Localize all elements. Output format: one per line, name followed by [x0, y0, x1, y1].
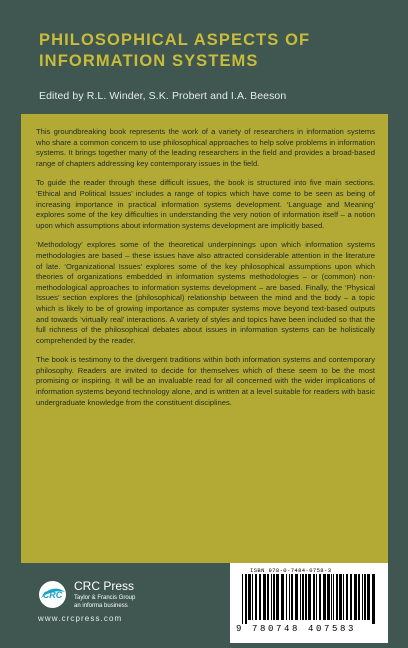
barcode-bar: [248, 574, 251, 620]
publisher-group-name: Taylor & Francis Group: [74, 595, 136, 601]
barcode-bar: [339, 574, 342, 620]
barcode-bar: [313, 574, 315, 620]
barcode-bar: [323, 574, 326, 620]
barcode-bars: [242, 574, 376, 624]
barcode-bar: [350, 574, 352, 620]
barcode-bar: [276, 574, 279, 620]
barcode-bar: [358, 574, 360, 620]
barcode-bar: [362, 574, 363, 620]
barcode-bar: [267, 574, 269, 620]
barcode-bar: [259, 574, 261, 620]
barcode-bar: [295, 574, 298, 620]
barcode-bar: [319, 574, 321, 620]
crc-press-logo-icon: [38, 580, 67, 609]
isbn-label: ISBN 978-0-7484-0758-3: [250, 567, 332, 574]
description-text: [36, 127, 375, 417]
barcode-bar: [346, 574, 348, 620]
barcode-bar: [291, 574, 293, 620]
description-paragraph-1: This groundbreaking book represents the work of a variety of researchers in information systems who share a common concern to use philosophical approaches to help solve problems in information systems. It brings together many of the leading researchers in the field and provides a broad-based range of chapters addressing key contemporary issues in the field.: [36, 127, 375, 168]
barcode-bar: [302, 574, 304, 620]
barcode-bar: [255, 574, 257, 620]
barcode-bar: [263, 574, 266, 620]
barcode-bar: [367, 574, 370, 620]
barcode-bar: [308, 574, 311, 620]
description-paragraph-3: ‘Methodology’ explores some of the theoretical underpinnings upon which information systems methodologies are based – these issues have also attracted considerable attention in the literature of late. ‘Organizational Issues’ explores some of the key philosophical assumptions upon which theories of organizations embedded in information systems methodologies – or (common) non-methodological approaches to information systems development – are based. Finally, the ‘Physical Issues’ section explores the (philosophical) relationship between the mind and the body – a topic which is likely to be of growing importance as computer systems move beyond text-based outputs and towards ‘virtually real’ interactions. A variety of styles and topics have been included so that the full richness of the philosophical debates about issues in information systems can be holistically comprehended by the reader.: [36, 240, 375, 345]
publisher-url: www.crcpress.com: [38, 614, 123, 623]
barcode-bar: [336, 574, 338, 620]
barcode-bar: [331, 574, 332, 620]
barcode-bar: [286, 574, 287, 620]
description-paragraph-2: To guide the reader through these difficult issues, the book is structured into five main sections. ‘Ethical and Political Issues’ includes a range of topics which have come to be seen as being of increasing importance in practical information systems development. ‘Language and Meaning’ explores some of the key difficulties in understanding the very notion of information itself – a notion upon which assumptions about information systems development are implicitly based.: [36, 178, 375, 230]
book-title: [39, 30, 379, 72]
description-paragraph-4: The book is testimony to the divergent traditions within both information systems and contemporary philosophy. Readers are invited to decide for themselves which of these seem to be the most promising or inspiring. It will be an invaluable read for all concerned with the wider implications of information systems beyond technology alone, and is written at a level suitable for readers with basic undergraduate knowledge from the constituent disciplines.: [36, 355, 375, 407]
barcode-box: [230, 563, 388, 643]
barcode-bar: [327, 574, 330, 620]
barcode-number: 9 780748 407583: [236, 624, 357, 634]
barcode-bar: [305, 574, 307, 620]
barcode-bar: [354, 574, 357, 620]
barcode-bar: [271, 574, 272, 620]
barcode-bar: [364, 574, 366, 620]
barcode-bar: [333, 574, 334, 620]
publisher-name: CRC Press: [74, 579, 135, 593]
barcode-bar: [242, 574, 243, 624]
publisher-group: [74, 595, 174, 610]
barcode-bar: [245, 574, 247, 624]
barcode-bar: [289, 574, 290, 620]
book-title-line-1: PHILOSOPHICAL ASPECTS OF: [39, 31, 311, 49]
barcode-bar: [300, 574, 301, 620]
book-title-line-2: INFORMATION SYSTEMS: [39, 52, 259, 70]
editors-credit: Edited by R.L. Winder, S.K. Probert and I.A. Beeson: [39, 90, 287, 102]
barcode-bar: [343, 574, 344, 620]
publisher-block: [38, 574, 198, 644]
barcode-bar: [316, 574, 317, 620]
barcode-bar: [281, 574, 284, 620]
publisher-business: an informa business: [74, 602, 128, 609]
crc-logo-text: CRC: [42, 590, 63, 600]
barcode-bar: [252, 574, 253, 620]
barcode-bar: [273, 574, 275, 620]
barcode-bar: [372, 574, 375, 624]
